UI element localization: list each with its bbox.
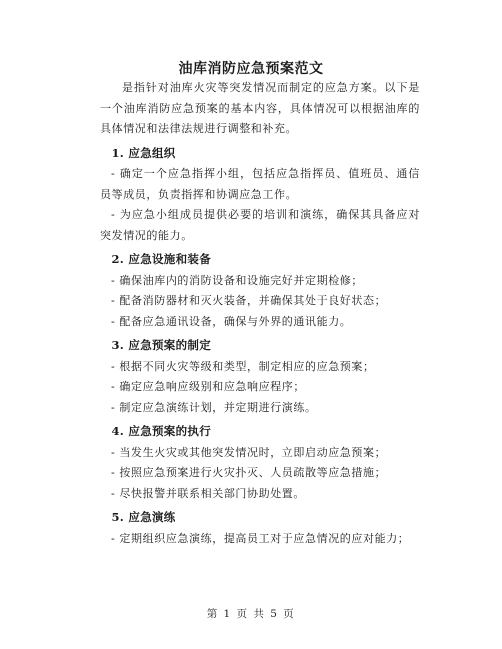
intro-paragraph: 是指针对油库火灾等突发情况而制定的应急方案。以下是一个油库消防应急预案的基本内容，具体情况可以根据油库的具体情况和法律法规进行调整和补充。 bbox=[100, 81, 420, 135]
list-item: - 配备应急通讯设备，确保与外界的通讯能力。 bbox=[111, 314, 352, 328]
section-emergency-drill bbox=[100, 507, 420, 549]
section-heading: 3. 应急预案的制定 bbox=[111, 338, 212, 352]
section-heading: 5. 应急演练 bbox=[111, 510, 176, 524]
section-plan-formulation bbox=[100, 335, 420, 418]
document-body bbox=[100, 78, 420, 549]
list-item: - 确保油库内的消防设备和设施完好并定期检修； bbox=[111, 273, 364, 287]
list-item: - 确定应急响应级别和应急响应程序； bbox=[111, 380, 306, 393]
list-item: - 尽快报警并联系相关部门协助处置。 bbox=[111, 486, 306, 500]
section-heading: 2. 应急设施和装备 bbox=[111, 252, 212, 266]
section-heading: 4. 应急预案的执行 bbox=[111, 424, 212, 438]
list-item: - 根据不同火灾等级和类型，制定相应的应急预案； bbox=[111, 359, 375, 373]
section-heading: 1. 应急组织 bbox=[111, 145, 176, 160]
list-item: - 制定应急演练计划，并定期进行演练。 bbox=[111, 400, 317, 414]
list-item: - 确定一个应急指挥小组，包括应急指挥员、值班员、通信员等成员，负责指挥和协调应急工作。 bbox=[100, 167, 420, 201]
section-plan-execution bbox=[100, 421, 420, 504]
list-item: - 配备消防器材和灭火装备，并确保其处于良好状态； bbox=[111, 294, 387, 307]
list-item: - 按照应急预案进行火灾扑灭、人员疏散等应急措施； bbox=[111, 466, 387, 479]
list-item: - 当发生火灾或其他突发情况时，立即启动应急预案； bbox=[111, 445, 387, 459]
page-footer: 第 1 页 共 5 页 bbox=[206, 608, 296, 620]
list-item: - 定期组织应急演练，提高员工对于应急情况的应对能力； bbox=[111, 531, 410, 545]
section-emergency-organization bbox=[100, 143, 420, 247]
list-item: - 为应急小组成员提供必要的培训和演练，确保其具备应对突发情况的能力。 bbox=[100, 208, 420, 242]
section-emergency-equipment bbox=[100, 249, 420, 332]
document-title: 油库消防应急预案范文 bbox=[178, 61, 324, 77]
